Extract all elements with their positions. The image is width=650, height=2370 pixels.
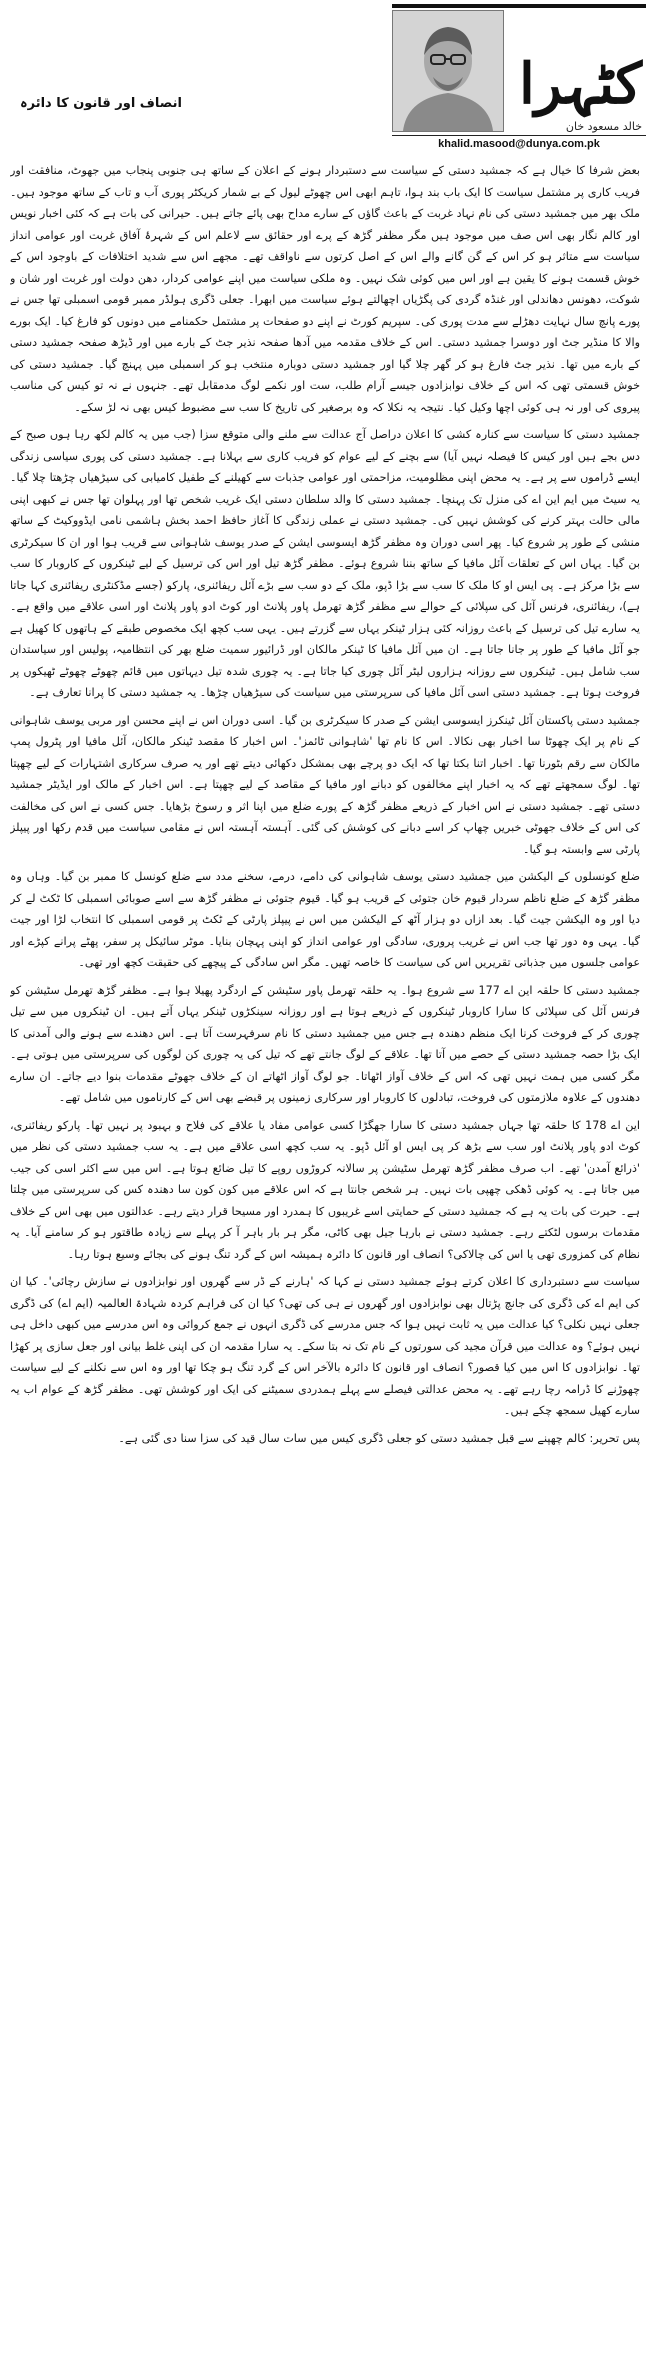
column-author: خالد مسعود خان: [565, 120, 642, 133]
article-headline: انصاف اور قانون کا دائرہ: [20, 96, 182, 111]
article-paragraph: جمشید دستی کا حلقہ این اے 177 سے شروع ہوا۔ یہ حلقہ تھرمل پاور سٹیشن کے اردگرد پھیلا ہوا ہے۔ مظفر گڑھ تھرمل سٹیشن کو فرنس آئل کی سپلائی کا سارا کاروبار ٹینکروں کے ذریعے ہوتا ہے اور روزانہ سینکڑوں ٹینکر یہاں آتے ہیں۔ ان ٹینکروں میں سے تیل چوری کر کے فروخت کرنا ایک منظم دھندہ ہے جس میں جمشید دستی کا نام سرفہرست آتا ہے۔ اس دھندے سے ہونے والی آمدنی کا ایک بڑا حصہ جمشید دستی کے حصے میں آتا تھا۔ علاقے کے لوگ جانتے تھے کہ تیل کی یہ چوری کن لوگوں کی سرپرستی میں ہوتی ہے۔ مگر کسی میں ہمت نہیں تھی کہ اس کے خلاف آواز اٹھاتا۔ جو لوگ آواز اٹھاتے ان کے خلاف جھوٹے مقدمات بنوا دیے جاتے۔ ان سارے دھندوں کے علاوہ ملازمتوں کی فروخت، تبادلوں کا کاروبار اور سرکاری زمینوں پر قبضے بھی اس کے کارناموں میں شامل تھے۔: [10, 983, 640, 1104]
column-title: کٹہرا: [519, 51, 642, 117]
article-paragraph: جمشید دستی کا سیاست سے کنارہ کشی کا اعلان دراصل آج عدالت سے ملنے والی متوقع سزا (جب میں یہ کالم لکھ رہا ہوں صبح کے دس بجے ہیں اور کیس کا فیصلہ نہیں آیا) سے بچنے کے لیے عوام کو فریب کاری سے بہلانا ہے۔ جمشید دستی کی پوری سیاسی زندگی ایسے ڈراموں سے پر ہے۔ یہ محض اپنی مظلومیت، مزاحمتی اور عوامی جذبات سے کھیلنے کے طفیل کامیابی کی سیڑھیاں چڑھتا چلا گیا۔ یہ سیٹ میں ایم این اے کی منزل تک پہنچا۔ جمشید دستی کا والد سلطان دستی ایک غریب شخص تھا اور پہلوان تھا جس نے کبھی اپنی مالی حالت بہتر کرنے کی کوشش نہیں کی۔ جمشید دستی نے عملی زندگی کا آغاز حافظ احمد بخش ہاشمی نامی ایڈووکیٹ کے ساتھ منشی کے طور پر شروع کیا۔ پھر اسی دوران وہ مظفر گڑھ ایسوسی ایشن کے صدر یوسف شاہوانی سے قریب ہوا اور ان کا سیکرٹری بن گیا۔ یہاں اس کے تعلقات آئل مافیا کے ساتھ بننا شروع ہوئے۔ مظفر گڑھ تیل اور اس کی ترسیل کے لیے ٹینکروں کے کاروبار کا سب سے بڑا مرکز ہے۔ پی ایس او کا ملک کا سب سے بڑا ڈپو، ملک کے دو سب سے بڑے آئل ریفائنری، پارکو (جسے مڈکنٹری ریفائنری کہا جاتا ہے)، ریفائنری، فرنس آئل کی سپلائی کے حوالے سے مظفر گڑھ تھرمل پاور پلانٹ اور کوٹ ادو پاور پلانٹ اور اسی علاقے میں واقع ہے۔ یہ سارے تیل کی ترسیل کے باعث روزانہ کئی ہزار ٹینکر یہاں سے گزرتے ہیں۔ یہی سب کچھ ایک مخصوص طبقے کے ہاتھوں کا کھیل ہے جو آئل مافیا کے طور پر جانا جاتا ہے۔ ان میں آئل مافیا کا ٹینکر مالکان اور ڈرائیور سمیت ضلع بھر کی انتظامیہ، پولیس اور سیاستدان سب شامل ہیں۔ ٹینکروں سے روزانہ ہزاروں لیٹر آئل چوری کیا جاتا ہے۔ یہ چوری شدہ تیل دیہاتوں میں قائم چھوٹے چھوٹے ٹھیکوں پر فروخت ہوتا ہے۔ جمشید دستی اسی آئل مافیا کی سرپرستی میں سیاست کی سیڑھیاں چڑھا۔ یہ جمشید دستی کا پرانا تعارف ہے۔: [10, 428, 640, 699]
author-email[interactable]: khalid.masood@dunya.com.pk: [392, 135, 646, 152]
article-postscript: پس تحریر: کالم چھپنے سے قبل جمشید دستی کو جعلی ڈگری کیس میں سات سال قید کی سزا سنا دی گئی ہے۔: [118, 1431, 640, 1445]
article-paragraph: این اے 178 کا حلقہ تھا جہاں جمشید دستی کا سارا جھگڑا کسی عوامی مفاد یا علاقے کی فلاح و بہبود پر نہیں تھا۔ پارکو ریفائنری، کوٹ ادو پاور پلانٹ اور سب سے بڑھ کر پی ایس او آئل ڈپو۔ یہ سب کچھ اسی علاقے میں ہے۔ یہ سب جمشید دستی کی نظر میں 'ذرائع آمدن' تھے۔ اب صرف مظفر گڑھ تھرمل سٹیشن پر سالانہ کروڑوں روپے کا تیل ضائع ہوتا ہے۔ اس میں سے اکثر اسی کی جیب میں جاتا ہے۔ یہ کوئی ڈھکی چھپی بات نہیں۔ ہر شخص جانتا ہے کہ اس علاقے میں کون کون سا دھندہ کس کی سرپرستی میں چلتا ہے۔ حیرت کی بات یہ ہے کہ جمشید دستی کے حمایتی اسے غریبوں کا ہمدرد اور مسیحا قرار دیتے رہے۔ عدالتوں میں بھی اس کے خلاف مقدمات برسوں لٹکتے رہے۔ جمشید دستی نے بارہا جیل بھی کاٹی، مگر ہر بار باہر آ کر پہلے سے زیادہ طاقتور ہو کر سامنے آیا۔ یہ نظام کی کمزوری تھی یا اس کی چالاکی؟ انصاف اور قانون کا دائرہ ہمیشہ اس کے گرد تنگ ہونے کی بجائے وسیع ہوتا رہا۔: [10, 1118, 640, 1261]
header-rule: [392, 4, 646, 8]
article-body: [10, 160, 640, 2360]
article-paragraph: ضلع کونسلوں کے الیکشن میں جمشید دستی یوسف شاہوانی کی دامے، درمے، سخنے مدد سے ضلع کونسل کا ممبر بن گیا۔ وہاں وہ مظفر گڑھ کے ضلع ناظم سردار قیوم خان جتوئی کے قریب ہو گیا۔ قیوم جتوئی نے مظفر گڑھ سے اسے صوبائی اسمبلی کا ٹکٹ لے کر دیا اور وہ الیکشن جیت گیا۔ بعد ازاں دو ہزار آٹھ کے الیکشن میں اس نے پیپلز پارٹی کے ٹکٹ پر قومی اسمبلی کا انتخاب لڑا اور جیت گیا۔ یہی وہ دور تھا جب اس نے غریب پروری، سادگی اور عوامی انداز کو اپنی پہچان بنایا۔ موٹر سائیکل پر سفر، پھٹے پرانے کپڑے اور عوامی جلسوں میں جذباتی تقریریں اس کی سیاست کا خاصہ تھیں۔ مگر اس سادگی کے پیچھے کی حقیقت کچھ اور تھی۔: [10, 870, 640, 969]
article-paragraph: سیاست سے دستبرداری کا اعلان کرتے ہوئے جمشید دستی نے کہا کہ 'ہارنے کے ڈر سے گھروں اور نوابزادوں نے سازش رچائی'۔ کیا ان کی ایم اے کی ڈگری کی جانچ پڑتال بھی نوابزادوں اور گھروں نے ہی کی تھی؟ کیا ان کی فراہم کردہ شہادۃ العالمیہ (ایم اے) کی ڈگری جعلی نہیں نکلی؟ کیا عدالت میں یہ ثابت نہیں ہوا کہ جس مدرسے کی ڈگری انہوں نے جمع کروائی وہ اس مدرسے میں کبھی داخل ہی نہیں ہوئے؟ وہ عدالت میں قرآن مجید کی سورتوں کے نام تک نہ بتا سکے۔ یہ سارا مقدمہ ان کی اپنی غلط بیانی اور جعل سازی پر کھڑا تھا۔ نوابزادوں کا اس میں کیا قصور؟ انصاف اور قانون کا دائرہ بالآخر اس کے گرد تنگ ہو چکا تھا اور وہ اس سے نکلنے کے لیے سیاست چھوڑنے کا ڈرامہ رچا رہے تھے۔ یہ محض عدالتی فیصلے سے پہلے ہمدردی سمیٹنے کی ایک اور کوشش تھی۔ مظفر گڑھ کے عوام اب یہ سارے کھیل سمجھ چکے ہیں۔: [10, 1275, 640, 1417]
article-paragraph: بعض شرفا کا خیال ہے کہ جمشید دستی کے سیاست سے دستبردار ہونے کے اعلان کے ساتھ ہی جنوبی پنجاب میں جھوٹ، منافقت اور فریب کاری پر مشتمل سیاست کا ایک باب بند ہوا، تاہم ابھی اس چھوٹے لیول کے بے شمار کریکٹر پوری آب و تاب کے ساتھ موجود ہیں۔ ملک بھر میں جمشید دستی کی نام نہاد غربت کے باعث گاؤں کے سارے مداح بھی پائے جاتے ہیں۔ حیرانی کی بات ہے کہ کئی اخبار نویس اور کالم نگار بھی اس صف میں موجود ہیں مگر مظفر گڑھ کے پرے اور حقائق سے لاعلم اس کے شہرۂ آفاق غربت اور عوامی انداز سیاست سے متاثر ہو کر اس کے گن گانے والے اس کے اصل کرتوں سے ناواقف تھے۔ مجھے اس سے شدید اختلافات کے باوجود اس کے خوش قسمت ہونے کا یقین ہے اور اس میں کوئی شک نہیں۔ وہ ملکی سیاست میں اپنے عوامی کردار، دھن دولت اور غربت اور شان و شوکت، دھونس دھاندلی اور غنڈہ گردی کی پگڑیاں اچھالتے ہوئے سیاست میں ابھرا۔ جعلی ڈگری ہولڈر ممبر قومی اسمبلی تھا جس نے پورے پانچ سال نہایت دھڑلے سے مدت پوری کی۔ سپریم کورٹ نے اپنے دو صفحات پر مشتمل حکمنامے میں دونوں کو فارغ کیا۔ ایک بورے والا کا منڈیر جٹ اور دوسرا جمشید دستی۔ اس کے خلاف مقدمہ میں آدھا صفحہ نذیر جٹ کے بارے میں اور ڈیڑھ صفحہ جمشید دستی کے بارے میں تھا۔ نذیر جٹ فارغ ہو کر گھر چلا گیا اور جمشید دستی دوبارہ منتخب ہو کر اسمبلی میں پہنچ گیا۔ جمشید دستی کی خوش قسمتی تھی کہ اس کے خلاف نوابزادوں جیسے آرام طلب، ست اور نکمے لوگ مدمقابل تھے۔ جنہوں نے نہ تو کیس کی مناسب پیروی کی اور نہ ہی کوئی اچھا وکیل کیا۔ نتیجہ یہ نکلا کہ وہ برصغیر کی تاریخ کا سب سے مضبوط کیس بھی نہ لڑ سکے۔: [10, 164, 640, 414]
column-header: [0, 0, 650, 150]
article-paragraph: جمشید دستی پاکستان آئل ٹینکرز ایسوسی ایشن کے صدر کا سیکرٹری بن گیا۔ اسی دوران اس نے اپنے محسن اور مربی یوسف شاہوانی کے نام پر ایک چھوٹا سا اخبار بھی نکالا۔ اس کا نام تھا 'شاہوانی ٹائمز'۔ اس اخبار کا مقصد ٹینکر مالکان، آئل مافیا اور پٹرول پمپ مالکان سے رقم بٹورنا تھا۔ اخبار اتنا بکتا تھا کہ ایک دو پرچے بھی بمشکل دکھائی دیتے تھے اور یہ صرف سرکاری اشتہارات کے لیے چھپتا تھا۔ لوگ سمجھتے تھے کہ یہ اخبار اپنے مخالفوں کو دبانے اور مافیا کے مقاصد کے لیے چھپتا ہے۔ اس اخبار کے مالک اور ایڈیٹر جمشید دستی تھے۔ جمشید دستی نے اس اخبار کے ذریعے مظفر گڑھ کے پورے ضلع میں اپنا اثر و رسوخ بڑھایا۔ جس کسی نے اس کی مخالفت کی اس کے خلاف جھوٹی خبریں چھاپ کر اسے دبانے کی کوشش کی گئی۔ آہستہ آہستہ اس نے مقامی سیاست میں قدم رکھا اور پیپلز پارٹی سے وابستہ ہو گیا۔: [10, 713, 640, 856]
author-photo: [392, 10, 504, 132]
